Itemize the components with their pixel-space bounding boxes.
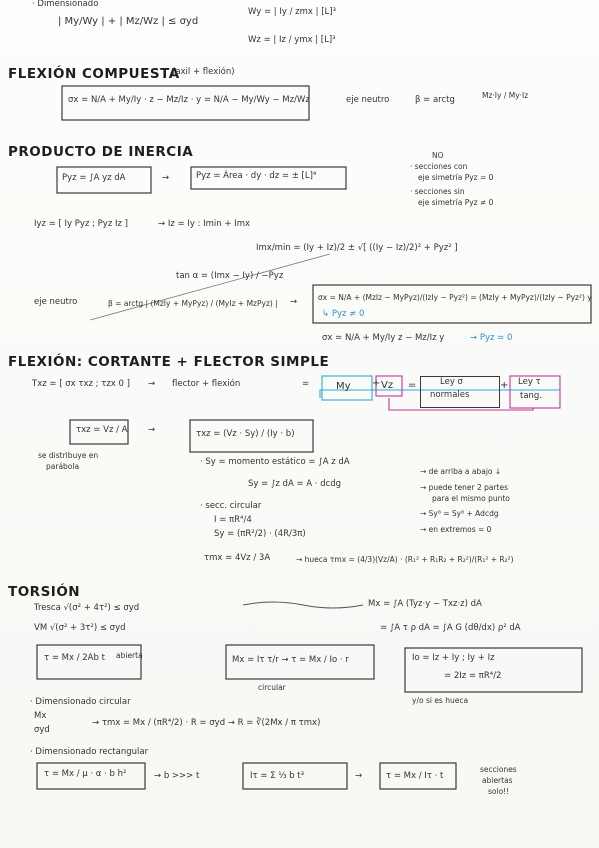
io-def-2: = 2Iz = πR⁴/2 xyxy=(444,671,502,681)
pyz-zero: → Pyz = 0 xyxy=(470,333,513,343)
note-symmetric-2: eje simetría Pyz = 0 xyxy=(418,173,494,182)
mx-label: Mx xyxy=(34,711,47,721)
ley-normales-2: normales xyxy=(430,390,470,400)
rule-4: → Sy⁸ = Sy⁶ + Adcdg xyxy=(420,509,499,518)
ley-tang-2: tang. xyxy=(520,391,543,401)
note-symmetric-1: · secciones con xyxy=(410,162,468,171)
b-gg-t: → b >>> t xyxy=(154,771,200,781)
abierta-label: abierta xyxy=(116,651,143,660)
tau-rect: τ = Mx / μ · α · b h² xyxy=(44,769,127,779)
note-no: NO xyxy=(432,151,444,160)
abiertas-2: abiertas xyxy=(482,776,513,785)
sigma-general: σx = N/A + (MzIz − MyPyz)/(IzIy − Pyz²) = (MzIy + MyPyz)/(IzIy − Pyz²) y xyxy=(318,293,592,302)
eje-neutro-label: eje neutro xyxy=(346,95,390,105)
wy-formula: Wy = | Iy / zmx | [L]³ xyxy=(248,7,336,17)
abiertas-1: secciones xyxy=(480,765,517,774)
dim-circular: · Dimensionado circular xyxy=(30,697,131,707)
producto-inercia-title: PRODUCTO DE INERCIA xyxy=(8,144,194,160)
tau-medio: τxz = Vz / A xyxy=(76,425,128,435)
mx-integral-2: = ∫A τ ρ dA = ∫A G (dθ/dx) ρ² dA xyxy=(380,623,521,633)
tau-open: τ = Mx / 2Ab t xyxy=(44,653,105,663)
plus-1: + xyxy=(372,378,381,389)
wz-formula: Wz = | Iz / ymx | [L]³ xyxy=(248,35,336,45)
my-term: My xyxy=(336,381,351,392)
rule-1: → de arriba a abajo ↓ xyxy=(420,467,502,476)
tan-alpha: tan α = (Imx − Iy) / −Pyz xyxy=(176,271,284,281)
sy-calc: Sy = ∫z dA = A · dcdg xyxy=(248,479,342,489)
dim-rectangular: · Dimensionado rectangular xyxy=(30,747,149,757)
sy-definition: · Sy = momento estático = ∫A z dA xyxy=(200,457,350,467)
flexion-compuesta-formula: σx = N/A + My/Iy · z − Mz/Iz · y = N/A − My/Wy − Mz/Wz xyxy=(68,95,310,105)
ley-tang-1: Ley τ xyxy=(518,377,541,387)
inertia-invariant: → Iz = Iy : Imin + Imx xyxy=(158,219,251,229)
pyz-units: Pyz = Área · dy · dz = ± [L]⁴ xyxy=(196,171,317,181)
inertia-matrix: Iyz = [ Iy Pyz ; Pyz Iz ] xyxy=(34,219,128,229)
tresca: Tresca √(σ² + 4τ²) ≤ σyd xyxy=(34,603,140,613)
mx-integral: Mx = ∫A (Tyz·y − Txz·z) dA xyxy=(368,599,482,609)
flexion-cortante-title: FLEXIÓN: CORTANTE + FLECTOR SIMPLE xyxy=(8,354,330,370)
note-asym-1: · secciones sin xyxy=(410,187,465,196)
pyz-nonzero: ↳ Pyz ≠ 0 xyxy=(322,309,365,319)
circ-sy: Sy = (πR²/2) · (4R/3π) xyxy=(214,529,306,539)
pyz-definition: Pyz = ∫A yz dA xyxy=(62,173,126,183)
arrow-4: → xyxy=(148,425,156,435)
syd-label: σyd xyxy=(34,725,50,735)
note-asym-2: eje simetría Pyz ≠ 0 xyxy=(418,198,494,207)
dimensionado-formula: | My/Wy | + | Mz/Wz | ≤ σyd xyxy=(58,16,199,27)
rule-3: para el mismo punto xyxy=(432,494,510,503)
plus-2: + xyxy=(500,380,509,391)
parabola-1: se distribuye en xyxy=(38,451,99,460)
dimensionado-label: · Dimensionado xyxy=(32,0,99,9)
abiertas-3: solo!! xyxy=(488,787,510,796)
circ-inertia: I = πR⁴/4 xyxy=(214,515,252,525)
equals-2: = xyxy=(408,380,417,391)
vz-term: Vz xyxy=(381,380,394,391)
circ-label: · secc. circular xyxy=(200,501,262,511)
it-sum: Iτ = Σ ⅓ b t³ xyxy=(250,771,305,781)
flector-flexion: flector + flexión xyxy=(172,379,241,389)
tau-hueca: → hueca τmx = (4/3)(Vz/A) · (R₁² + R₁R₂ + R₂²)/(R₁² + R₂²) xyxy=(296,555,514,564)
stress-tensor: Txz = [ σx τxz ; τzx 0 ] xyxy=(32,379,130,389)
parabola-2: parábola xyxy=(46,462,80,471)
hueca-label: y/o si es hueca xyxy=(412,696,469,705)
io-def: Io = Iz + Iy ; Iy + Iz xyxy=(412,653,495,663)
von-mises: VM √(σ² + 3τ²) ≤ σyd xyxy=(34,623,126,633)
flexion-compuesta-sub: (axil + flexión) xyxy=(172,67,235,77)
rule-2: → puede tener 2 partes xyxy=(420,483,509,492)
sigma-simple: σx = N/A + My/Iy z − Mz/Iz y xyxy=(322,333,445,343)
principal-inertia: Imx/min = (Iy + Iz)/2 ± √[ ((Iy − Iz)/2)² + Pyz² ] xyxy=(256,243,458,253)
tau-thin: τ = Mx / Iτ · t xyxy=(386,771,444,781)
flexion-compuesta-title: FLEXIÓN COMPUESTA xyxy=(8,66,180,82)
arrow: → xyxy=(162,173,170,183)
tau-max-circ: τmx = 4Vz / 3A xyxy=(204,553,271,563)
eje-neutro-2: eje neutro xyxy=(34,297,78,307)
arrow-3: → xyxy=(148,379,156,389)
beta-fraction: Mz·Iy / My·Iz xyxy=(482,91,529,100)
rule-5: → en extremos = 0 xyxy=(420,525,492,534)
dim-circular-eq: → τmx = Mx / (πR⁴/2) · R = σyd → R = ∛(2Mx / π τmx) xyxy=(92,718,321,728)
arrow-5: → xyxy=(355,771,363,781)
equals-1: = xyxy=(302,379,310,389)
tau-general: τxz = (Vz · Sy) / (Iy · b) xyxy=(196,429,295,439)
beta-general: β = arctg | (MzIy + MyPyz) / (MyIz + MzPyz) | xyxy=(108,299,278,308)
torsion-title: TORSIÓN xyxy=(8,584,81,600)
beta-formula: β = arctg xyxy=(415,95,455,105)
circular-label: circular xyxy=(258,683,286,692)
arrow-2: → xyxy=(290,297,298,307)
ley-normales-1: Ley σ xyxy=(440,377,463,387)
circ-torsion-box: Mx = Iτ τ/r → τ = Mx / Io · r xyxy=(232,655,349,665)
